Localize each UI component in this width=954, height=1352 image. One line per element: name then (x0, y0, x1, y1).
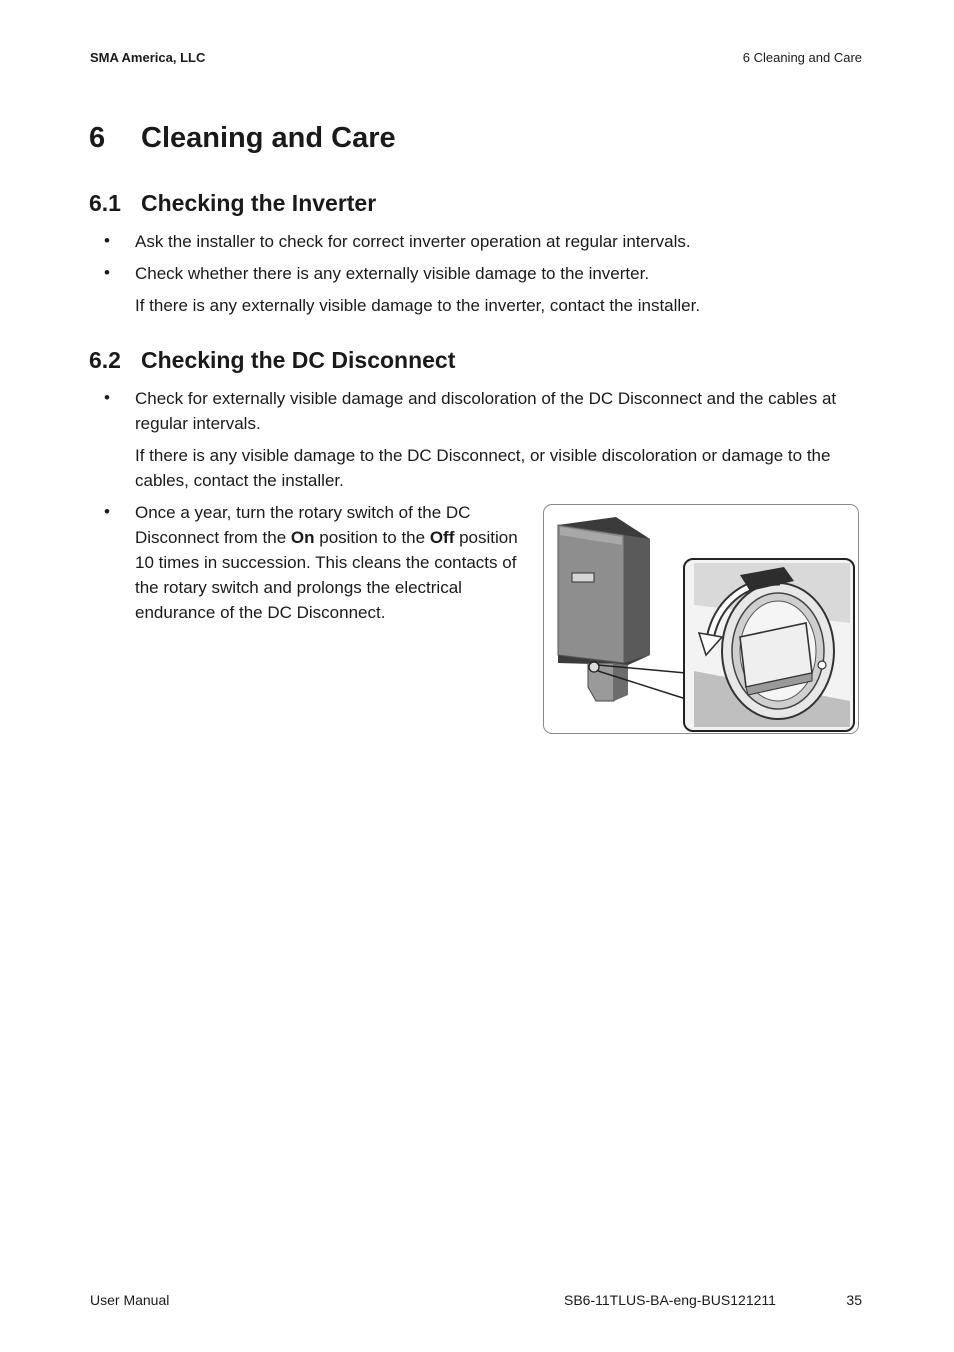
section-title: Checking the Inverter (141, 190, 377, 216)
text-line: Check for externally visible damage and discoloration of the DC Disconnect and the cables at (135, 389, 837, 408)
section2-bullet1-note (135, 443, 830, 493)
dc-disconnect-illustration (543, 504, 859, 734)
text-run: Disconnect from the (135, 528, 291, 547)
inverter-front-panel (558, 525, 624, 663)
footer-page-number: 35 (846, 1292, 862, 1308)
section-title: Checking the DC Disconnect (141, 347, 456, 373)
section-heading-6-1 (89, 190, 376, 217)
text-line: regular intervals. (135, 414, 261, 433)
text-line: Once a year, turn the rotary switch of the DC (135, 503, 471, 522)
dc-disconnect-side (614, 663, 628, 701)
inverter-rotary-switch-drawing (544, 505, 859, 734)
section-number: 6.2 (89, 347, 121, 373)
off-label: Off (429, 528, 455, 547)
footer-doc-code: SB6-11TLUS-BA-eng-BUS121211 (564, 1292, 776, 1308)
on-label: On (290, 528, 315, 547)
text-line (135, 525, 518, 550)
header-chapter: 6 Cleaning and Care (742, 50, 862, 65)
chapter-title: Cleaning and Care (141, 122, 396, 154)
switch-screw (818, 661, 826, 669)
text-line: endurance of the DC Disconnect. (135, 603, 386, 622)
text-line: If there is any visible damage to the DC Disconnect, or visible discoloration or damage to the (135, 446, 831, 465)
section-heading-6-2 (89, 347, 455, 374)
section2-bullet2 (135, 500, 518, 625)
bullet-symbol: • (104, 231, 110, 250)
section2-bullet1 (135, 386, 836, 436)
text-run: position (454, 528, 518, 547)
text-line: cables, contact the installer. (135, 471, 344, 490)
chapter-number: 6 (89, 122, 106, 154)
inverter-side (624, 535, 650, 663)
section1-bullet2-note: If there is any externally visible damage to the inverter, contact the installer. (135, 296, 701, 315)
bullet-symbol: • (104, 502, 110, 521)
header-company: SMA America, LLC (90, 50, 206, 65)
text-line: the rotary switch and prolongs the electrical (135, 578, 462, 597)
inverter-display (572, 573, 594, 582)
text-run: position to the (314, 528, 430, 547)
rotary-switch-small (589, 662, 599, 672)
section1-bullet2: Check whether there is any externally visible damage to the inverter. (135, 264, 650, 283)
chapter-heading (89, 122, 396, 155)
section-number: 6.1 (89, 190, 121, 216)
footer-doc-type: User Manual (90, 1292, 170, 1308)
text-line: 10 times in succession. This cleans the contacts of (135, 553, 517, 572)
bullet-symbol: • (104, 263, 110, 282)
bullet-symbol: • (104, 388, 110, 407)
section1-bullet1: Ask the installer to check for correct inverter operation at regular intervals. (135, 232, 691, 251)
